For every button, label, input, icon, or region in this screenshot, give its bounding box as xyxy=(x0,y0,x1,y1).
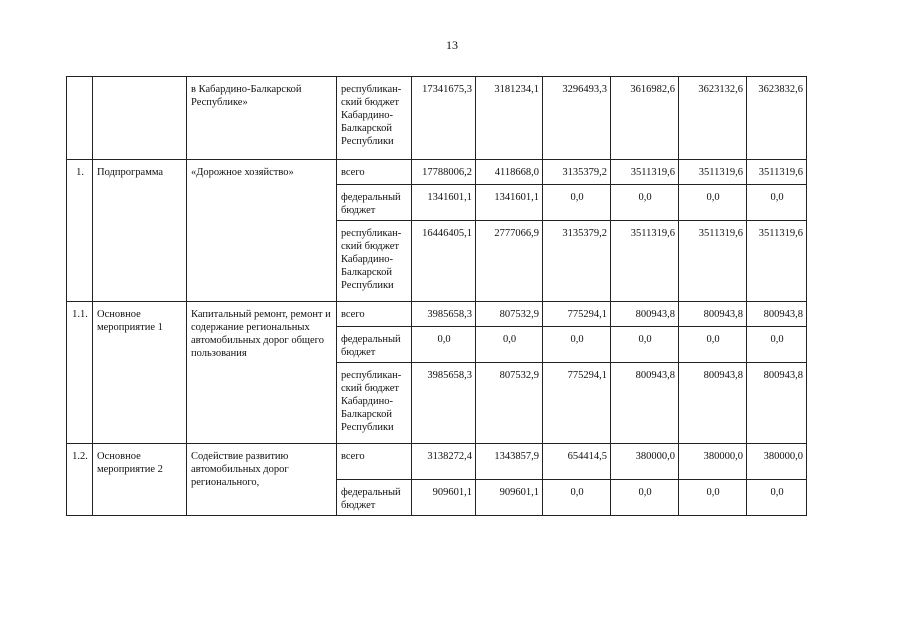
value-cell: 0,0 xyxy=(412,327,476,363)
table-row xyxy=(67,77,807,160)
item-number-cell: 1.1. xyxy=(67,302,93,444)
value-cell: 3985658,3 xyxy=(412,302,476,327)
value-cell: 3511319,6 xyxy=(679,221,747,302)
item-kind-cell: Подпрограмма xyxy=(93,160,187,302)
value-cell: 380000,0 xyxy=(679,444,747,480)
table-row xyxy=(67,444,807,480)
value-cell: 1341601,1 xyxy=(476,185,543,221)
value-cell: 909601,1 xyxy=(412,480,476,516)
item-name-cell: Капитальный ремонт, ремонт и содержание региональных автомобильных дорог общего пользования xyxy=(187,302,337,444)
item-kind-cell: Основное мероприятие 1 xyxy=(93,302,187,444)
value-cell: 800943,8 xyxy=(611,302,679,327)
value-cell: 0,0 xyxy=(679,327,747,363)
value-cell: 654414,5 xyxy=(543,444,611,480)
value-cell: 3135379,2 xyxy=(543,221,611,302)
value-cell: 800943,8 xyxy=(679,302,747,327)
value-cell: 909601,1 xyxy=(476,480,543,516)
value-cell: 800943,8 xyxy=(747,363,807,444)
funding-source-cell: всего xyxy=(337,302,412,327)
item-kind-cell xyxy=(93,77,187,160)
funding-source-cell: республикан-ский бюджет Кабардино-Балкарской Республики xyxy=(337,77,412,160)
value-cell: 0,0 xyxy=(679,480,747,516)
value-cell: 0,0 xyxy=(747,480,807,516)
value-cell: 380000,0 xyxy=(611,444,679,480)
item-number-cell xyxy=(67,77,93,160)
value-cell: 3511319,6 xyxy=(747,160,807,185)
table-row xyxy=(67,302,807,327)
value-cell: 380000,0 xyxy=(747,444,807,480)
value-cell: 807532,9 xyxy=(476,302,543,327)
value-cell: 3181234,1 xyxy=(476,77,543,160)
value-cell: 3623832,6 xyxy=(747,77,807,160)
funding-source-cell: федеральный бюджет xyxy=(337,185,412,221)
value-cell: 3135379,2 xyxy=(543,160,611,185)
value-cell: 775294,1 xyxy=(543,302,611,327)
funding-source-cell: федеральный бюджет xyxy=(337,480,412,516)
value-cell: 3138272,4 xyxy=(412,444,476,480)
value-cell: 1343857,9 xyxy=(476,444,543,480)
value-cell: 807532,9 xyxy=(476,363,543,444)
table-row xyxy=(67,160,807,185)
value-cell: 3623132,6 xyxy=(679,77,747,160)
value-cell: 1341601,1 xyxy=(412,185,476,221)
value-cell: 17341675,3 xyxy=(412,77,476,160)
value-cell: 0,0 xyxy=(611,185,679,221)
item-name-cell: в Кабардино-Балкарской Республике» xyxy=(187,77,337,160)
value-cell: 0,0 xyxy=(747,185,807,221)
value-cell: 0,0 xyxy=(543,185,611,221)
item-name-cell: Содействие развитию автомобильных дорог регионального, xyxy=(187,444,337,516)
budget-table xyxy=(66,76,807,516)
page-number: 13 xyxy=(446,38,458,52)
item-name-cell: «Дорожное хозяйство» xyxy=(187,160,337,302)
value-cell: 0,0 xyxy=(543,327,611,363)
value-cell: 3511319,6 xyxy=(611,160,679,185)
value-cell: 0,0 xyxy=(747,327,807,363)
value-cell: 0,0 xyxy=(543,480,611,516)
funding-source-cell: республикан-ский бюджет Кабардино-Балкарской Республики xyxy=(337,363,412,444)
value-cell: 4118668,0 xyxy=(476,160,543,185)
funding-source-cell: республикан-ский бюджет Кабардино-Балкарской Республики xyxy=(337,221,412,302)
value-cell: 3511319,6 xyxy=(747,221,807,302)
value-cell: 775294,1 xyxy=(543,363,611,444)
value-cell: 17788006,2 xyxy=(412,160,476,185)
value-cell: 3511319,6 xyxy=(611,221,679,302)
value-cell: 3985658,3 xyxy=(412,363,476,444)
value-cell: 16446405,1 xyxy=(412,221,476,302)
value-cell: 2777066,9 xyxy=(476,221,543,302)
value-cell: 3511319,6 xyxy=(679,160,747,185)
funding-source-cell: федеральный бюджет xyxy=(337,327,412,363)
item-number-cell: 1. xyxy=(67,160,93,302)
item-number-cell: 1.2. xyxy=(67,444,93,516)
value-cell: 800943,8 xyxy=(611,363,679,444)
funding-source-cell: всего xyxy=(337,444,412,480)
value-cell: 0,0 xyxy=(476,327,543,363)
value-cell: 800943,8 xyxy=(747,302,807,327)
value-cell: 0,0 xyxy=(611,327,679,363)
funding-source-cell: всего xyxy=(337,160,412,185)
value-cell: 800943,8 xyxy=(679,363,747,444)
value-cell: 0,0 xyxy=(611,480,679,516)
value-cell: 0,0 xyxy=(679,185,747,221)
value-cell: 3296493,3 xyxy=(543,77,611,160)
item-kind-cell: Основное мероприятие 2 xyxy=(93,444,187,516)
value-cell: 3616982,6 xyxy=(611,77,679,160)
